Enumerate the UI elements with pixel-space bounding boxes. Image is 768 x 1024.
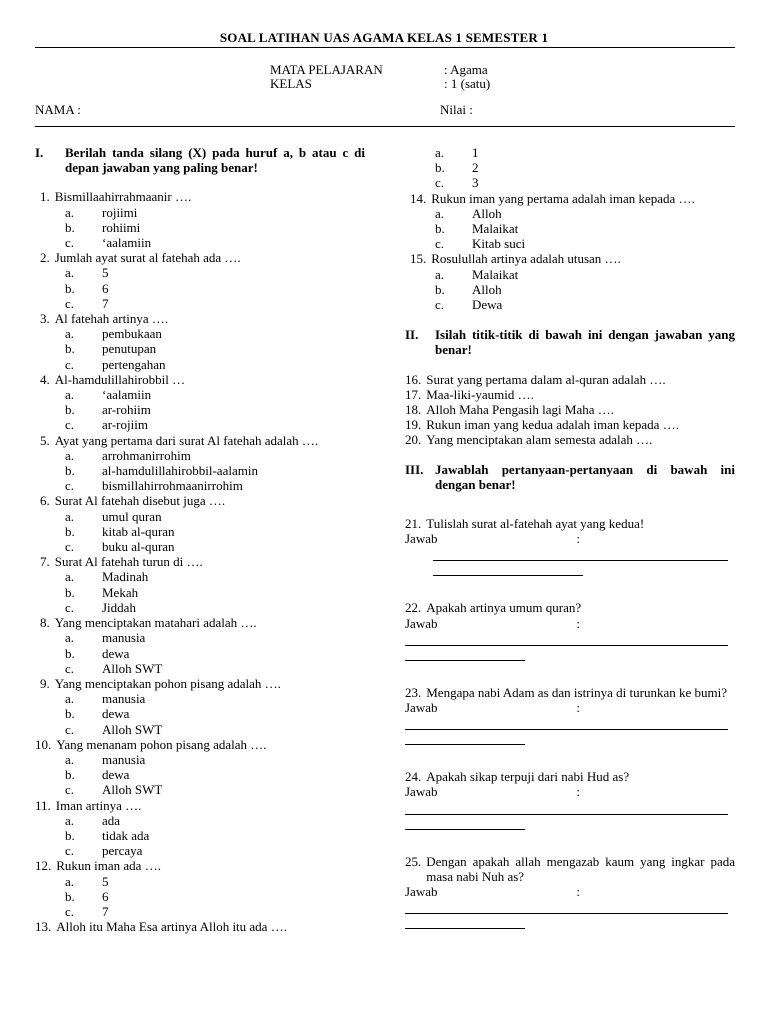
question-number: 25. (405, 853, 422, 869)
option-text: dewa (102, 645, 130, 661)
answer-label-row (405, 616, 580, 631)
header-rule (35, 126, 735, 127)
section-3-heading: III. Jawablah pertanyaan-pertanyaan di bawah ini dengan benar! (405, 461, 735, 492)
option-text: Jiddah (102, 599, 136, 615)
answer-label-row (405, 531, 580, 546)
question-12-option (35, 874, 365, 889)
option-letter: a. (65, 447, 75, 463)
option-text: buku al-quran (102, 539, 175, 555)
question-number: 2. (40, 250, 50, 266)
question-text: Al fatehah artinya …. (54, 311, 169, 327)
option-text: manusia (102, 691, 146, 707)
question-1-option (35, 235, 365, 250)
option-letter: a. (435, 205, 445, 221)
answer-line[interactable] (433, 546, 728, 561)
option-text: umul quran (102, 508, 162, 524)
question-5-option (35, 448, 365, 463)
question-text: Alloh itu Maha Esa artinya Alloh itu ada …. (56, 919, 287, 935)
question-item (405, 251, 735, 266)
option-text: Alloh (472, 205, 502, 221)
option-letter: a. (65, 630, 75, 646)
option-letter: a. (65, 873, 75, 889)
question-text: Al-hamdulillahirobbil … (54, 371, 186, 387)
question-number: 7. (40, 554, 50, 570)
question-number: 18. (405, 402, 422, 418)
question-11-option (35, 828, 365, 843)
right-column (405, 145, 735, 929)
option-letter: a. (65, 265, 75, 281)
answer-colon: : (576, 531, 580, 547)
question-1-option (35, 205, 365, 220)
question-15-option (405, 267, 735, 282)
question-number: 16. (405, 371, 422, 387)
question-8-option (35, 630, 365, 645)
question-4-option (35, 417, 365, 432)
option-letter: a. (65, 691, 75, 707)
option-text: 7 (102, 903, 109, 919)
question-item (405, 402, 735, 417)
option-letter: c. (435, 175, 445, 191)
option-letter: c. (65, 356, 75, 372)
option-text: Malaikat (472, 266, 519, 282)
option-text: ar-rojiim (102, 417, 148, 433)
question-4-option (35, 402, 365, 417)
option-letter: b. (65, 463, 75, 479)
option-letter: c. (435, 236, 445, 252)
question-item (405, 600, 735, 615)
question-item (405, 516, 735, 531)
option-letter: b. (65, 706, 75, 722)
answer-label: Jawab (405, 700, 438, 716)
option-text: manusia (102, 630, 146, 646)
question-text: Yang menciptakan matahari adalah …. (54, 615, 257, 631)
option-letter: a. (435, 145, 445, 160)
option-letter: b. (435, 160, 445, 176)
question-number: 23. (405, 684, 422, 700)
question-2-option (35, 296, 365, 311)
question-text: Mengapa nabi Adam as dan istrinya di turunkan ke bumi? (426, 684, 727, 700)
option-text: 3 (472, 175, 479, 191)
question-number: 13. (35, 919, 52, 935)
option-letter: a. (65, 326, 75, 342)
option-text: 7 (102, 295, 109, 311)
exam-title: SOAL LATIHAN UAS AGAMA KELAS 1 SEMESTER 1 (219, 30, 549, 45)
question-9-option (35, 722, 365, 737)
score-field-label: Nilai : (440, 102, 473, 117)
option-text: 6 (102, 888, 109, 904)
question-9-option (35, 691, 365, 706)
option-letter: c. (65, 660, 75, 676)
answer-line[interactable] (405, 899, 728, 914)
question-item (35, 737, 365, 752)
answer-line[interactable] (405, 730, 525, 745)
option-letter: b. (435, 281, 445, 297)
option-letter: b. (65, 523, 75, 539)
question-10-option (35, 782, 365, 797)
option-text: manusia (102, 751, 146, 767)
option-letter: c. (435, 297, 445, 313)
answer-line[interactable] (405, 800, 728, 815)
option-text: rojiimi (102, 204, 138, 220)
option-text: ada (102, 812, 121, 828)
question-item (405, 191, 735, 206)
question-3-option (35, 326, 365, 341)
answer-colon: : (576, 784, 580, 800)
option-letter: a. (65, 812, 75, 828)
option-text: Malaikat (472, 221, 519, 237)
question-10-option (35, 752, 365, 767)
question-9-option (35, 706, 365, 721)
question-10-option (35, 767, 365, 782)
question-14-option (405, 236, 735, 251)
option-text: pertengahan (102, 356, 166, 372)
question-number: 10. (35, 736, 52, 752)
question-item (35, 189, 365, 204)
question-6-option (35, 524, 365, 539)
question-item (35, 676, 365, 691)
question-7-option (35, 569, 365, 584)
question-item (405, 387, 735, 402)
option-letter: c. (65, 903, 75, 919)
option-text: 6 (102, 280, 109, 296)
answer-line[interactable] (405, 631, 728, 646)
question-number: 11. (35, 797, 51, 813)
option-text: Mekah (102, 584, 139, 600)
section-2-questions (405, 372, 735, 448)
option-text: ‘aalamiin (102, 387, 152, 403)
question-item (405, 372, 735, 387)
question-15-option (405, 282, 735, 297)
question-number: 14. (410, 190, 427, 206)
option-text: rohiimi (102, 219, 141, 235)
option-text: percaya (102, 843, 143, 859)
option-letter: c. (65, 843, 75, 859)
option-text: Alloh SWT (102, 721, 163, 737)
question-item (35, 919, 365, 934)
option-letter: a. (65, 387, 75, 403)
question-number: 15. (410, 251, 427, 267)
question-1-option (35, 220, 365, 235)
option-letter: a. (65, 508, 75, 524)
question-text: Maa-liki-yaumid …. (426, 386, 534, 402)
option-letter: a. (435, 266, 445, 282)
question-text: Tulislah surat al-fatehah ayat yang kedua! (426, 516, 645, 532)
question-text: Rukun iman yang kedua adalah iman kepada …. (426, 417, 679, 433)
option-letter: c. (65, 478, 75, 494)
section-3-questions (405, 492, 735, 929)
question-2-option (35, 281, 365, 296)
option-text: ‘aalamiin (102, 235, 152, 251)
section-1-questions (35, 189, 365, 934)
question-text: Apakah artinya umum quran? (426, 600, 582, 616)
question-item (35, 372, 365, 387)
option-text: 2 (472, 160, 479, 176)
question-number: 24. (405, 769, 422, 785)
option-letter: c. (65, 782, 75, 798)
question-13-option (405, 175, 735, 190)
option-text: ar-rohiim (102, 402, 151, 418)
option-text: Alloh SWT (102, 782, 163, 798)
question-number: 8. (40, 615, 50, 631)
question-7-option (35, 600, 365, 615)
answer-label: Jawab (405, 615, 438, 631)
option-letter: c. (65, 599, 75, 615)
question-text: Rukun iman ada …. (56, 858, 161, 874)
option-letter: b. (65, 280, 75, 296)
question-12-option (35, 889, 365, 904)
option-text: 5 (102, 873, 109, 889)
question-14-option (405, 206, 735, 221)
question-14-option (405, 221, 735, 236)
question-number: 9. (40, 675, 50, 691)
option-text: pembukaan (102, 326, 162, 342)
answer-label: Jawab (405, 784, 438, 800)
question-item (405, 854, 735, 884)
question-3-option (35, 357, 365, 372)
class-value: : 1 (satu) (444, 76, 491, 91)
question-8-option (35, 646, 365, 661)
question-5-option (35, 463, 365, 478)
option-text: Kitab suci (472, 236, 526, 252)
answer-colon: : (576, 700, 580, 716)
option-letter: c. (65, 539, 75, 555)
answer-colon: : (576, 615, 580, 631)
option-letter: c. (65, 235, 75, 251)
question-3-option (35, 341, 365, 356)
question-item (35, 798, 365, 813)
question-13-option (405, 145, 735, 160)
option-text: penutupan (102, 341, 157, 357)
left-column (35, 145, 365, 934)
answer-label-row (405, 700, 580, 715)
answer-line[interactable] (433, 561, 583, 576)
subject-value: : Agama (444, 62, 488, 77)
question-15-option (405, 297, 735, 312)
question-text: Bismillaahirrahmaanir …. (54, 189, 192, 205)
question-text: Yang menciptakan alam semesta adalah …. (426, 432, 653, 448)
answer-line[interactable] (405, 815, 525, 830)
question-text: Rosulullah artinya adalah utusan …. (431, 251, 621, 267)
question-number: 5. (40, 432, 50, 448)
option-letter: b. (65, 645, 75, 661)
option-letter: b. (65, 584, 75, 600)
question-number: 1. (40, 189, 50, 205)
question-2-option (35, 265, 365, 280)
section-1-questions-continued (405, 191, 735, 313)
option-text: dewa (102, 767, 130, 783)
option-letter: b. (65, 767, 75, 783)
question-item (405, 432, 735, 447)
question-number: 4. (40, 371, 50, 387)
option-letter: b. (65, 341, 75, 357)
answer-line[interactable] (405, 646, 525, 661)
question-8-option (35, 661, 365, 676)
question-item (35, 311, 365, 326)
option-text: al-hamdulillahirobbil-aalamin (102, 463, 258, 479)
question-text: Surat yang pertama dalam al-quran adalah …. (426, 371, 666, 387)
question-item (35, 858, 365, 873)
question-number: 20. (405, 432, 422, 448)
question-text: Yang menanam pohon pisang adalah …. (56, 736, 267, 752)
option-text: kitab al-quran (102, 523, 175, 539)
name-field-label: NAMA : (35, 102, 81, 117)
option-text: 1 (472, 145, 479, 160)
option-text: tidak ada (102, 827, 150, 843)
question-6-option (35, 539, 365, 554)
option-letter: b. (65, 888, 75, 904)
question-item (405, 685, 735, 700)
option-letter: b. (65, 402, 75, 418)
answer-label-row (405, 784, 580, 799)
question-text: Apakah sikap terpuji dari nabi Hud as? (426, 769, 630, 785)
question-number: 6. (40, 493, 50, 509)
question-item (35, 554, 365, 569)
answer-line[interactable] (405, 715, 728, 730)
option-text: bismillahirrohmaanirrohim (102, 478, 243, 494)
option-letter: c. (65, 417, 75, 433)
answer-colon: : (576, 884, 580, 900)
option-letter: a. (65, 751, 75, 767)
question-number: 22. (405, 600, 422, 616)
question-6-option (35, 509, 365, 524)
option-letter: c. (65, 721, 75, 737)
question-item (35, 250, 365, 265)
option-text: arrohmanirrohim (102, 447, 191, 463)
question-text: Yang menciptakan pohon pisang adalah …. (54, 675, 281, 691)
question-text: Ayat yang pertama dari surat Al fatehah adalah …. (54, 432, 319, 448)
option-text: Alloh SWT (102, 660, 163, 676)
question-text: Jumlah ayat surat al fatehah ada …. (54, 250, 241, 266)
question-number: 12. (35, 858, 52, 874)
question-13-options (405, 145, 735, 191)
question-item (35, 433, 365, 448)
option-text: dewa (102, 706, 130, 722)
question-text: Iman artinya …. (55, 797, 142, 813)
question-text: Alloh Maha Pengasih lagi Maha …. (426, 402, 614, 418)
question-number: 21. (405, 516, 422, 532)
question-13-option (405, 160, 735, 175)
option-text: Alloh (472, 281, 502, 297)
section-2-heading: II. Isilah titik-titik di bawah ini dengan jawaban yang benar! (405, 327, 735, 358)
section-1-heading: I. Berilah tanda silang (X) pada huruf a, b atau c di depan jawaban yang paling benar! (35, 145, 365, 176)
option-letter: b. (65, 827, 75, 843)
question-item (405, 769, 735, 784)
question-number: 3. (40, 311, 50, 327)
option-text: Dewa (472, 297, 503, 313)
question-number: 19. (405, 417, 422, 433)
option-letter: b. (65, 219, 75, 235)
answer-label: Jawab (405, 531, 438, 547)
question-item (35, 615, 365, 630)
answer-label-row (405, 884, 580, 899)
question-11-option (35, 813, 365, 828)
question-7-option (35, 585, 365, 600)
question-5-option (35, 478, 365, 493)
question-item (405, 417, 735, 432)
question-text: Surat Al fatehah disebut juga …. (54, 493, 226, 509)
question-12-option (35, 904, 365, 919)
subject-label: MATA PELAJARAN (270, 62, 383, 77)
question-11-option (35, 843, 365, 858)
option-letter: a. (65, 569, 75, 585)
option-text: 5 (102, 265, 109, 281)
question-text: Surat Al fatehah turun di …. (54, 554, 203, 570)
title-rule (35, 47, 735, 48)
question-item (35, 493, 365, 508)
option-letter: c. (65, 295, 75, 311)
class-label: KELAS (270, 76, 312, 91)
option-text: Madinah (102, 569, 149, 585)
option-letter: a. (65, 204, 75, 220)
answer-line[interactable] (405, 914, 525, 929)
question-4-option (35, 387, 365, 402)
question-text: Dengan apakah allah mengazab kaum yang ingkar pada masa nabi Nuh as? (426, 853, 735, 884)
question-text: Rukun iman yang pertama adalah iman kepada …. (431, 190, 695, 206)
option-letter: b. (435, 221, 445, 237)
question-number: 17. (405, 386, 422, 402)
answer-label: Jawab (405, 884, 438, 900)
